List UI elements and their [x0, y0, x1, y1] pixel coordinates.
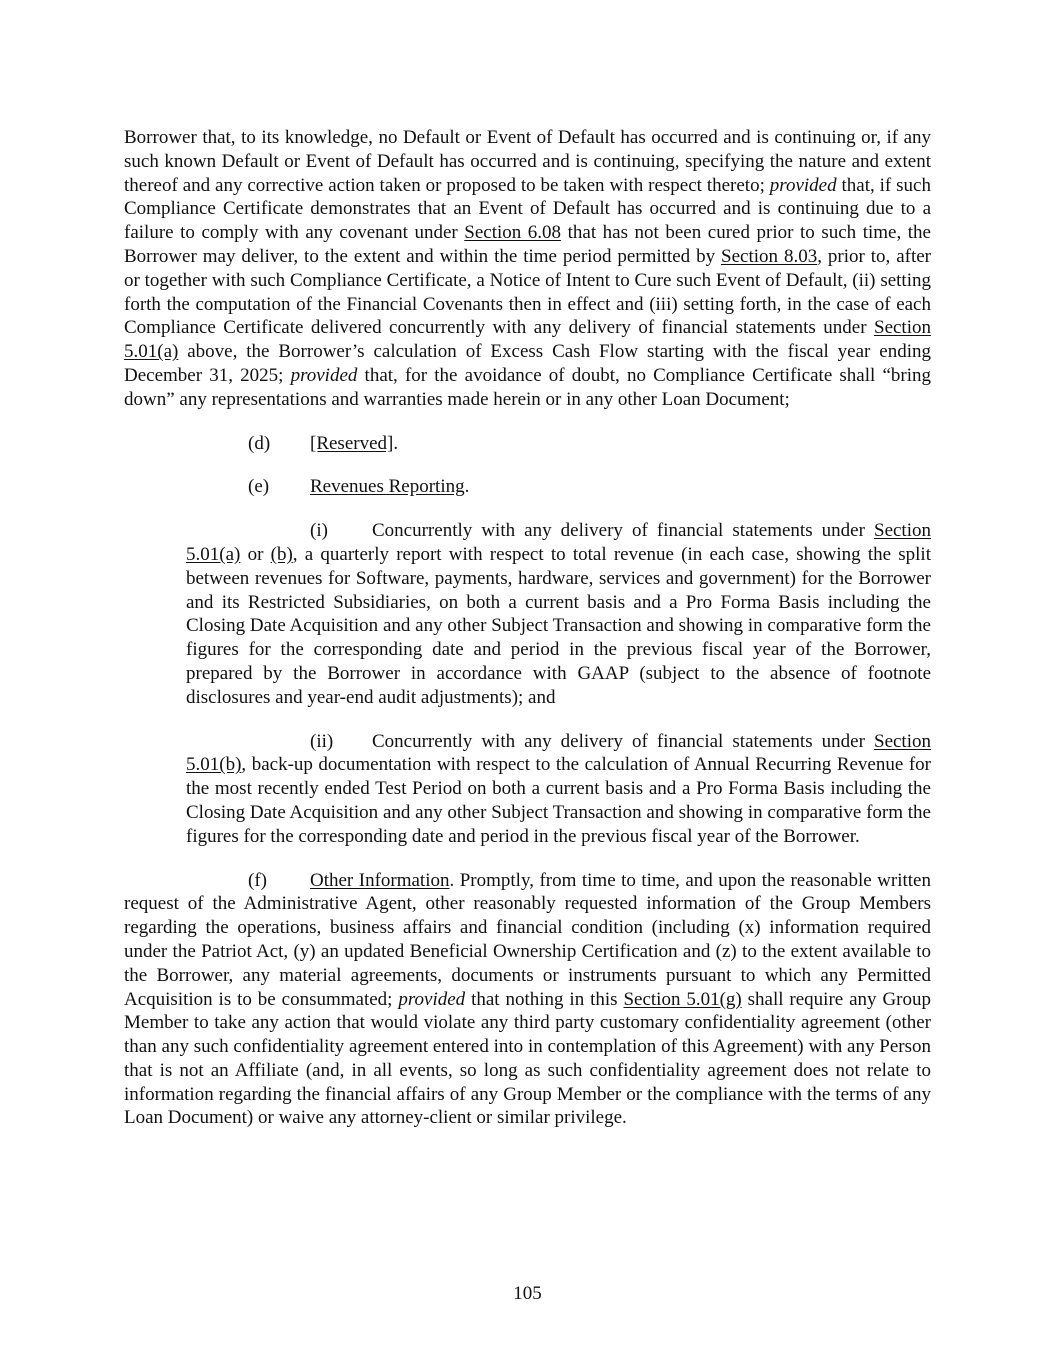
item-d-title: [Reserved] — [310, 432, 394, 454]
item-d-heading — [124, 432, 931, 456]
sub-item-ii-text-2: , back-up documentation with respect to the calculation of Annual Recurring Revenue for the most recently ended Test Period on both a current basis and a Pro Forma Basis including the Closing Date Acquisition and any other Subject Transaction and showing in comparative form the figures for the corresponding date and period in the previous fiscal year of the Borrower. — [186, 754, 931, 847]
item-f-text-3: shall require any Group Member to take any action that would violate any third party customary confidentiality agreement (other than any such confidentiality agreement entered into in contemplation of this Agreement) with any Person that is not an Affiliate (and, in all events, so long as such confidentiality agreement does not relate to information regarding the financial affairs of any Group Member or the compliance with the terms of any Loan Document) or waive any attorney-client or similar privilege. — [124, 988, 931, 1129]
section-ref-6-08[interactable]: Section 6.08 — [464, 222, 562, 244]
section-ref-8-03[interactable]: Section 8.03 — [721, 245, 818, 267]
page-number: 105 — [513, 1283, 542, 1304]
document-page — [124, 126, 931, 1130]
item-e-end: . — [464, 476, 470, 498]
intro-text-2: that, if such Compliance Certificate demonstrates that an Event of Default has occurred and is continuing due to a failure to comply with any covenant under — [124, 174, 931, 244]
provided-italic: provided — [290, 364, 358, 386]
sub-item-i-number: (i) — [310, 520, 328, 542]
intro-paragraph — [124, 126, 931, 412]
item-f-paragraph — [124, 869, 931, 1131]
section-ref-5-01a[interactable]: Section 5.01(a) — [124, 317, 931, 363]
intro-text-4: , prior to, after or together with such Compliance Certificate, a Notice of Intent to Cure such Event of Default, (ii) setting forth the computation of the Financial Covenants then in effect and (iii) setting forth, in the case of each Compliance Certificate delivered concurrently with any delivery of financial statements under — [124, 245, 931, 339]
sub-item-i — [186, 519, 931, 709]
intro-text-3: that has not been cured prior to such time, the Borrower may deliver, to the extent and within the time period permitted by — [124, 222, 931, 267]
sub-item-ii-number: (ii) — [310, 730, 334, 752]
intro-text-1: Borrower that, to its knowledge, no Default or Event of Default has occurred and is continuing or, if any such known Default or Event of Default has occurred and is continuing, specifying the nature and extent thereof and any corrective action taken or proposed to be taken with respect thereto; — [124, 127, 931, 196]
intro-text-5: above, the Borrower’s calculation of Excess Cash Flow starting with the fiscal year ending December 31, 2025; — [124, 341, 931, 386]
item-f-text-1: . Promptly, from time to time, and upon the reasonable written request of the Administrative Agent, other reasonably requested information of the Group Members regarding the operations, business affairs and financial condition (including (x) information required under the Patriot Act, (y) an updated Beneficial Ownership Certification and (z) to the extent available to the Borrower, any material agreements, documents or instruments pursuant to which any Permitted Acquisition is to be consummated; — [124, 869, 931, 1010]
item-e-number: (e) — [248, 476, 270, 498]
section-ref-5-01b[interactable]: Section 5.01(b) — [186, 730, 931, 776]
provided-italic: provided — [769, 174, 837, 196]
sub-item-i-text-1: Concurrently with any delivery of financial statements under — [372, 520, 874, 542]
sub-item-i-text-2: or — [240, 543, 271, 565]
intro-text-6: that, for the avoidance of doubt, no Compliance Certificate shall “bring down” any representations and warranties made herein or in any other Loan Document; — [124, 364, 931, 410]
item-d-end: . — [393, 432, 399, 454]
item-f-text-2: that nothing in this — [465, 988, 624, 1010]
item-f-title: Other Information — [310, 869, 450, 891]
item-d-number: (d) — [248, 432, 271, 454]
provided-italic: provided — [398, 988, 466, 1010]
section-ref-b[interactable]: (b) — [270, 543, 293, 565]
section-ref-5-01g[interactable]: Section 5.01(g) — [623, 988, 742, 1010]
item-f-number: (f) — [248, 869, 267, 891]
section-ref-5-01a[interactable]: Section 5.01(a) — [186, 520, 931, 565]
sub-item-ii — [186, 730, 931, 849]
sub-item-ii-text-1: Concurrently with any delivery of financial statements under — [372, 730, 874, 752]
item-e-heading — [124, 475, 931, 499]
item-e-title: Revenues Reporting — [310, 476, 465, 498]
sub-item-i-text-3: , a quarterly report with respect to total revenue (in each case, showing the split between revenues for Software, payments, hardware, services and government) for the Borrower and its Restricted Subsidiaries, on both a current basis and a Pro Forma Basis including the Closing Date Acquisition and any other Subject Transaction and showing in comparative form the figures for the corresponding date and period in the previous fiscal year of the Borrower, prepared by the Borrower in accordance with GAAP (subject to the absence of footnote disclosures and year-end audit adjustments); and — [186, 543, 931, 708]
